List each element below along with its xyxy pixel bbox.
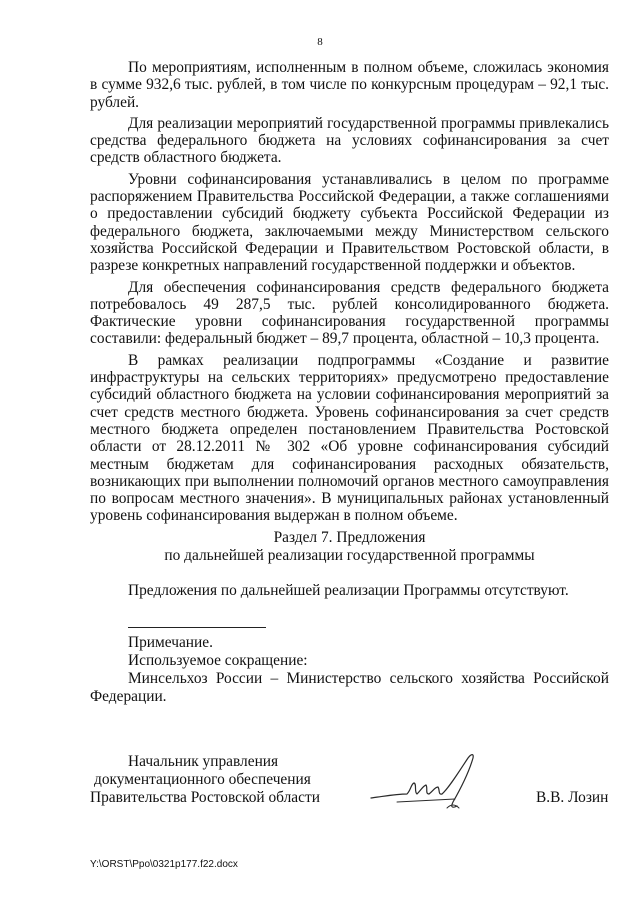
note-block	[90, 634, 609, 706]
paragraph-savings: По мероприятиям, исполненным в полном объеме, сложилась экономия в сумме 932,6 тыс. рублей, в том числе по конкурсным процедурам – 92,1 тыс. рублей.	[90, 59, 609, 111]
footnote-divider	[128, 627, 266, 628]
section-heading	[90, 529, 609, 565]
file-path: Y:\ORST\Ppo\0321p177.f22.docx	[90, 859, 238, 870]
signatory-title-line3: Правительства Ростовской области	[90, 789, 320, 806]
signatory-title-line2: документационного обеспечения	[94, 771, 311, 788]
document-body	[90, 59, 609, 529]
signatory-title	[90, 753, 320, 807]
abbreviation-label: Используемое сокращение:	[128, 652, 308, 669]
proposals-text: Предложения по дальнейшей реализации Программы отсутствуют.	[128, 582, 569, 599]
paragraph-cofinancing-levels: Уровни софинансирования устанавливались в целом по программе распоряжением Правительства Российской Федерации, а также соглашениями о предоставлении субсидий бюджету субъекта Российской Федерации из федерального бюджета, заключаемыми между Министерством сельского хозяйства Российской Федерации и Правительством Ростовской области, в разрезе конкретных направлений государственной поддержки и объектов.	[90, 170, 609, 275]
section-title: Раздел 7. Предложения	[273, 529, 426, 546]
handwritten-signature	[367, 750, 482, 812]
paragraph-federal-funds: Для реализации мероприятий государственной программы привлекались средства федерального бюджета на условиях софинансирования за счет средств областного бюджета.	[90, 114, 609, 167]
note-label: Примечание.	[128, 634, 213, 651]
paragraph-cofinancing-amount: Для обеспечения софинансирования средств федерального бюджета потребовалось 49 287,5 тыс. рублей консолидированного бюджета. Фактические уровни софинансирования государственной программы составили: федеральный бюджет – 89,7 процента, областной – 10,3 процента.	[90, 278, 609, 348]
page-number: 8	[317, 36, 323, 48]
abbreviation-text: Минсельхоз России – Министерство сельского хозяйства Российской Федерации.	[90, 670, 609, 705]
section-subtitle: по дальнейшей реализации государственной программы	[164, 547, 535, 564]
signatory-title-line1: Начальник управления	[128, 753, 279, 770]
paragraph-subprogram: В рамках реализации подпрограммы «Создание и развитие инфраструктуры на сельских территориях» предусмотрено предоставление субсидий областного бюджета на условии софинансирования мероприятий за счет средств местного бюджета. Уровень софинансирования за счет средств местного бюджета определен постановлением Правительства Ростовской области от 28.12.2011 № 302 «Об уровне софинансирования субсидий местным бюджетам для софинансирования расходных обязательств, возникающих при выполнении полномочий органов местного самоуправления по вопросам местного значения». В муниципальных районах установленный уровень софинансирования выдержан в полном объеме.	[90, 351, 609, 525]
signatory-name: В.В. Лозин	[536, 789, 609, 806]
